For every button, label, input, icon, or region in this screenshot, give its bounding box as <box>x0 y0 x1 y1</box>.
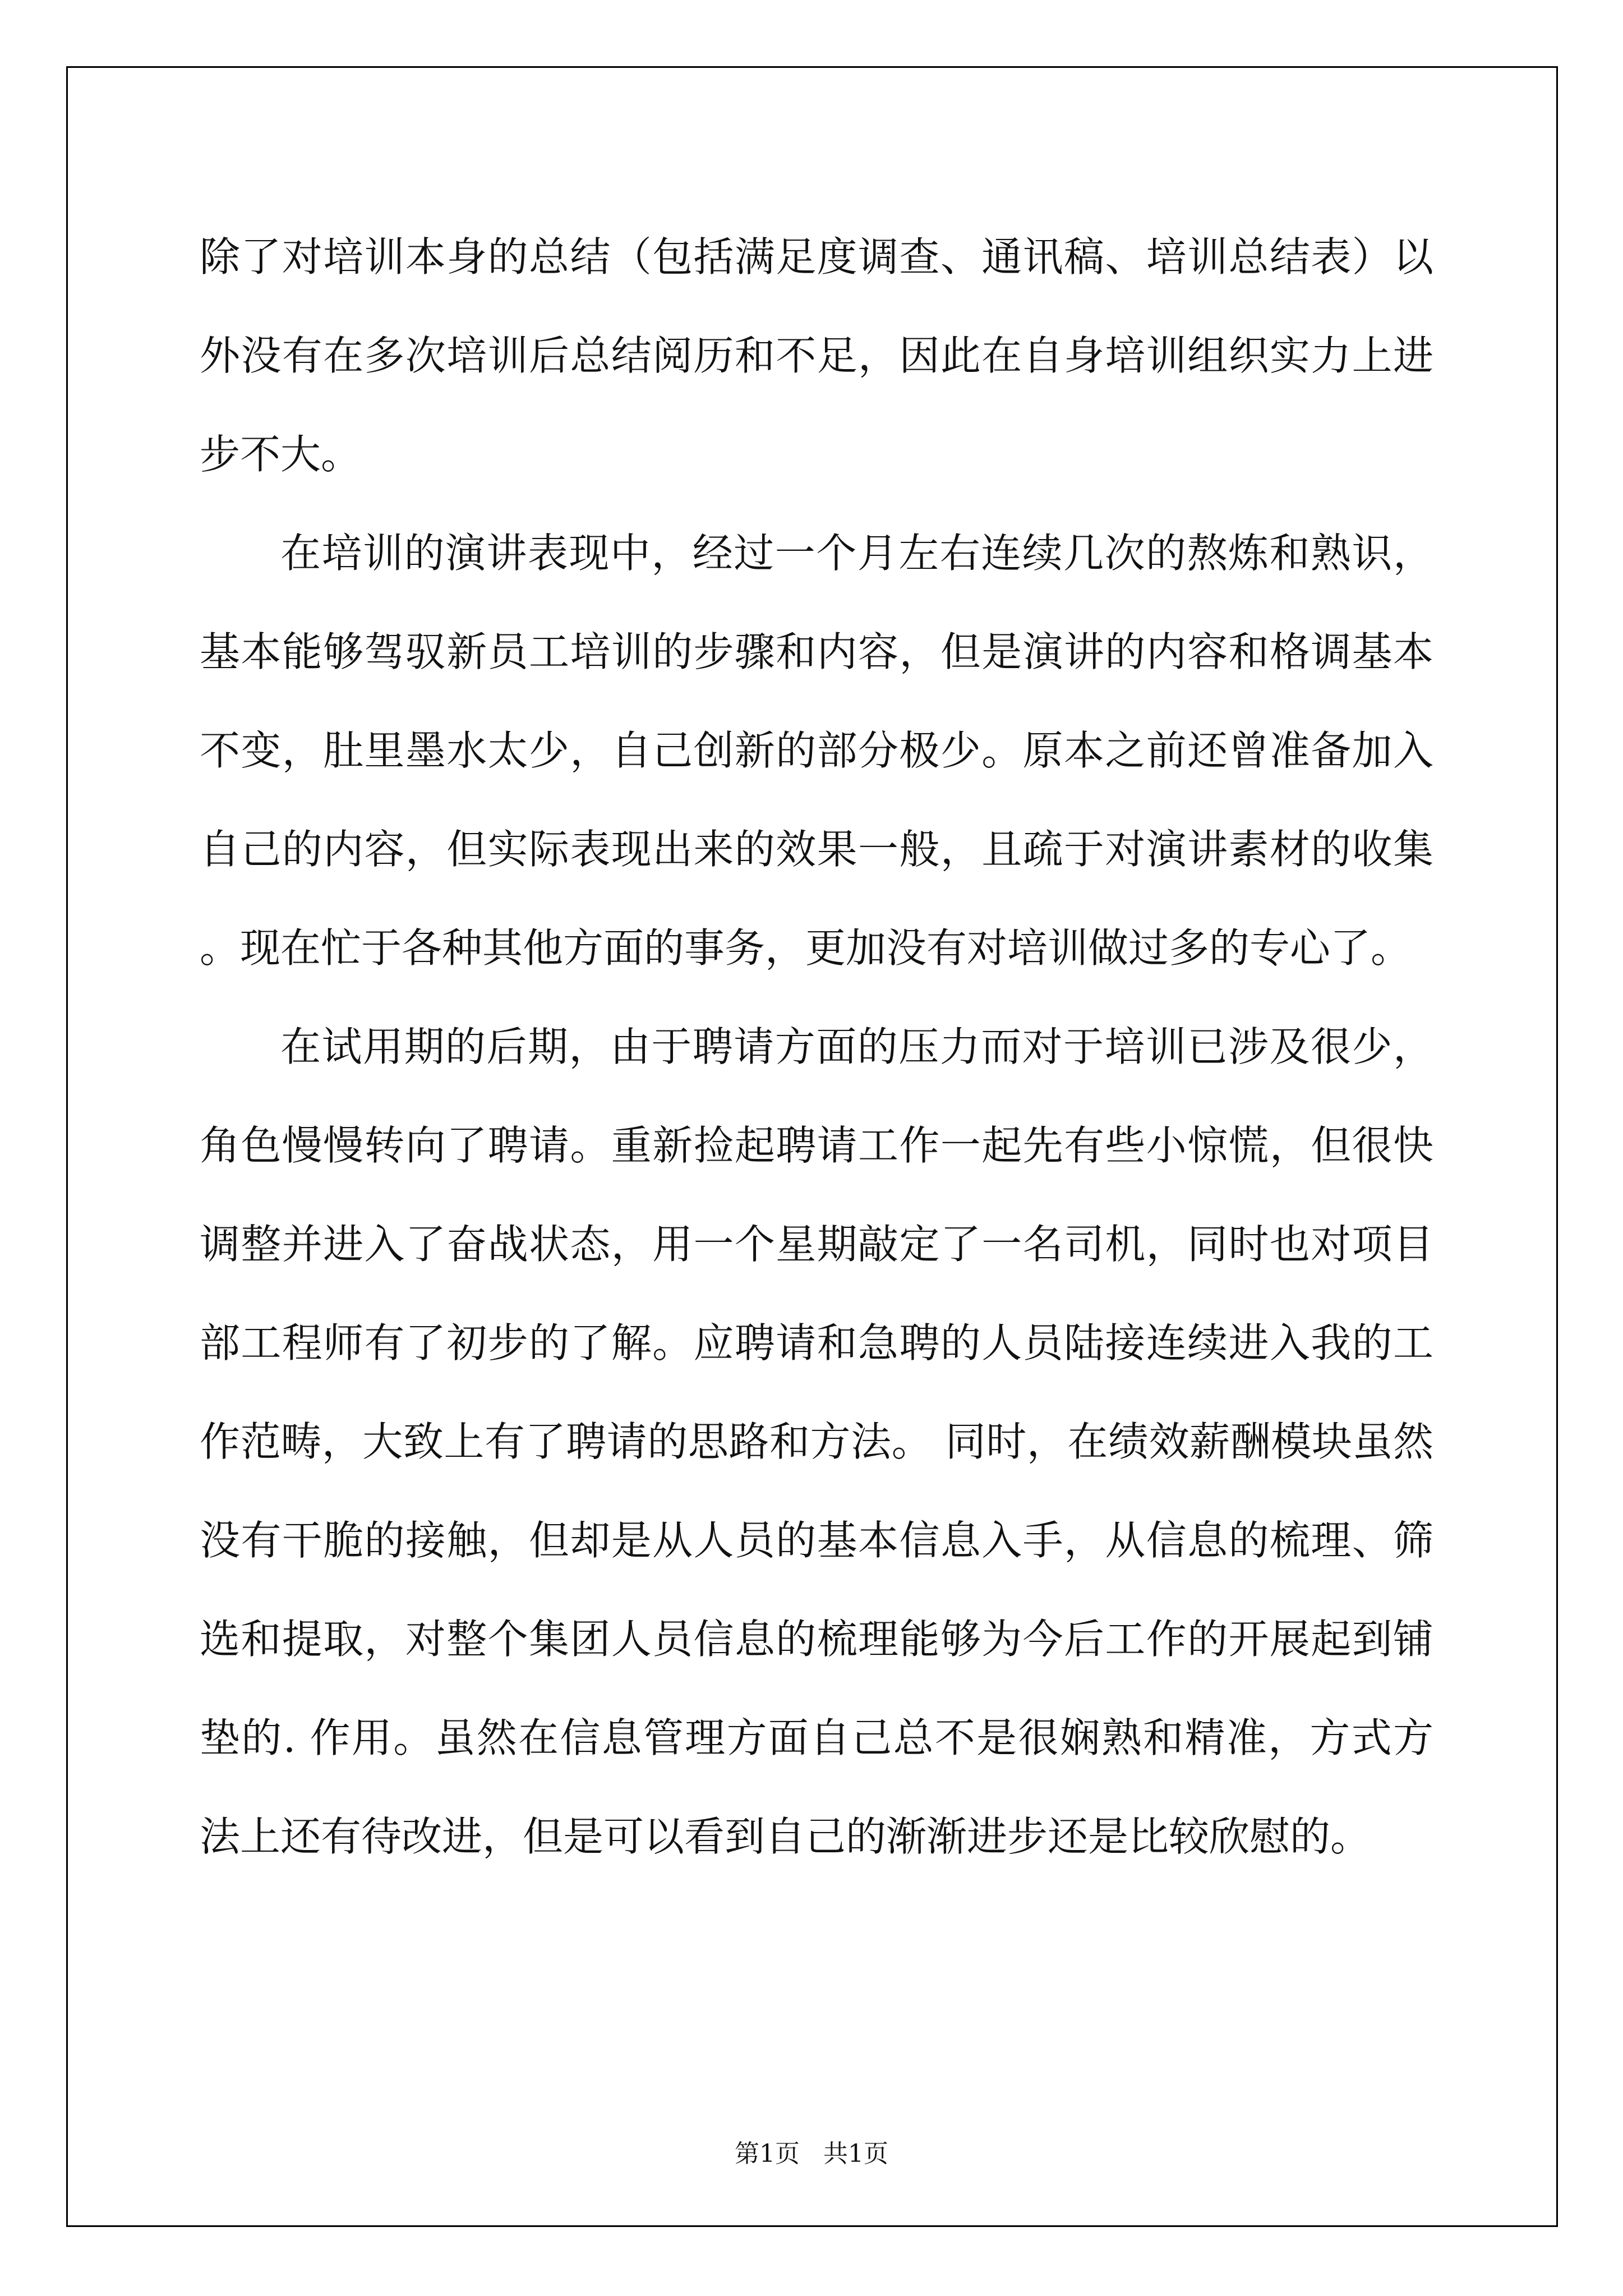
paragraph-3: 在试用期的后期，由于聘请方面的压力而对于培训已涉及很少，角色慢慢转向了聘请。重新捡起聘请工作一起先有些小惊慌，但很快调整并进入了奋战状态，用一个星期敲定了一名司机，同时也对项目部工程师有了初步的了解。应聘请和急聘的人员陆接连续进入我的工作范畴，大致上有了聘请的思路和方法。 同时，在绩效薪酬模块虽然没有干脆的接触，但却是从人员的基本信息入手，从信息的梳理、筛选和提取，对整个集团人员信息的梳理能够为今后工作的开展起到铺垫的. 作用。虽然在信息管理方面自己总不是很娴熟和精准，方式方法上还有待改进，但是可以看到自己的渐渐进步还是比较欣慰的。 <box>200 1023 1433 1860</box>
document-body <box>200 208 1433 1886</box>
paragraph-2: 在培训的演讲表现中，经过一个月左右连续几次的熬炼和熟识，基本能够驾驭新员工培训的步骤和内容，但是演讲的内容和格调基本不变，肚里墨水太少，自己创新的部分极少。原本之前还曾准备加入自己的内容，但实际表现出来的效果一般，且疏于对演讲素材的收集。现在忙于各种其他方面的事务，更加没有对培训做过多的专心了。 <box>200 530 1433 972</box>
paragraph-1: 除了对培训本身的总结（包括满足度调查、通讯稿、培训总结表）以外没有在多次培训后总结阅历和不足，因此在自身培训组织实力上进步不大。 <box>200 233 1433 478</box>
page-footer: 第1页 共1页 <box>735 2139 888 2168</box>
